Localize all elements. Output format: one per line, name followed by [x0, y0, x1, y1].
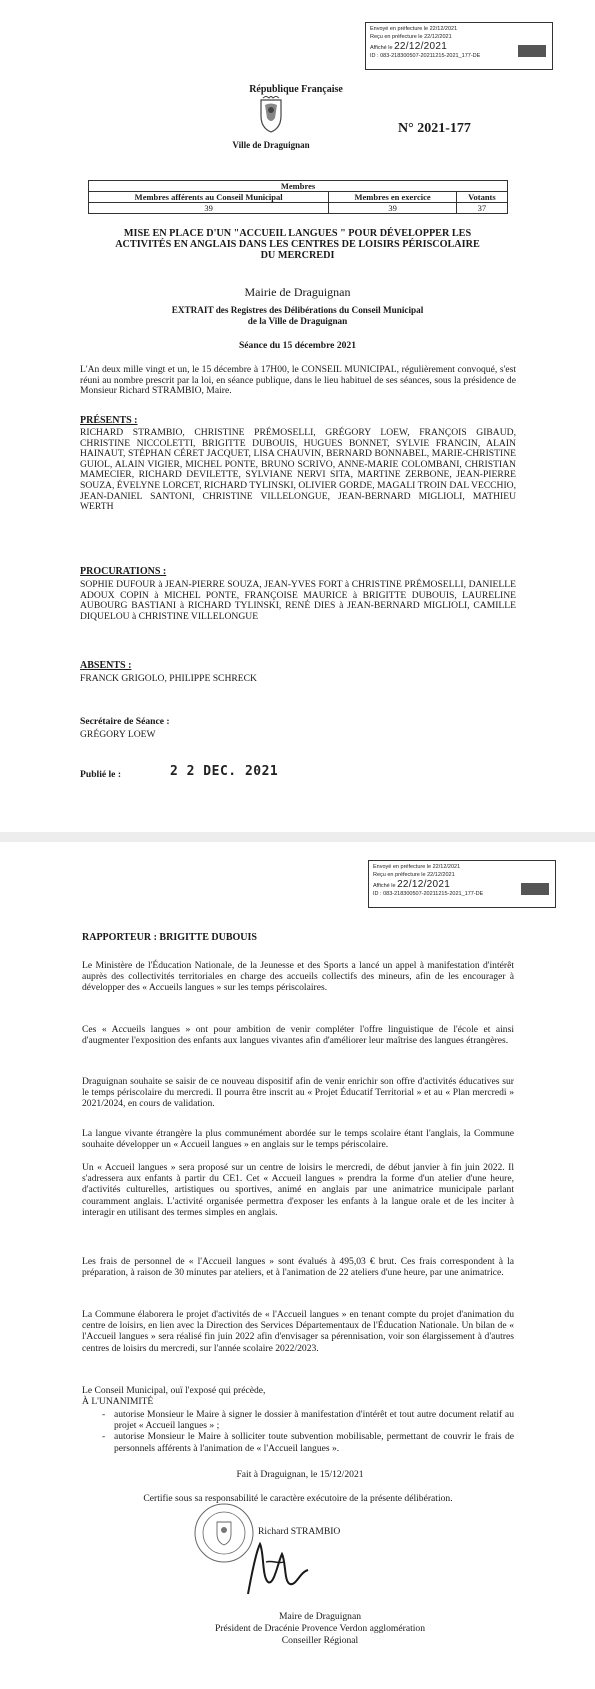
members-title: Membres: [89, 181, 508, 192]
title-line: MISE EN PLACE D'UN "ACCUEIL LANGUES " POUR DÉVELOPPER LES: [123, 228, 472, 239]
ville-de-draguignan: Ville de Draguignan: [232, 140, 310, 150]
presents-title: PRÉSENTS :: [80, 415, 138, 426]
stamp-received: Reçu en préfecture le 22/12/2021: [373, 872, 455, 878]
absents-list: FRANCK GRIGOLO, PHILIPPE SCHRECK: [80, 673, 257, 684]
members-values-row: [89, 203, 508, 214]
stamp-id: ID : 083-218300507-20211215-2021_177-DE: [373, 891, 484, 897]
procurations-title: PROCURATIONS :: [80, 566, 167, 577]
deliberation-number: N° 2021-177: [398, 121, 471, 136]
page-1: [0, 0, 595, 832]
paragraph-2: Ces « Accueils langues » ont pour ambition de venir compléter l'offre linguistique de l'école et ainsi d'augmenter l'exposition des enfants aux langues vivantes afin d'améliorer leur maîtrise des langues étrangères.: [82, 1024, 514, 1047]
page-2: [0, 842, 595, 1689]
signatory-role-1: Maire de Draguignan: [278, 1611, 362, 1622]
stamp-sent: Envoyé en préfecture le 22/12/2021: [370, 26, 458, 32]
secretaire-name: GRÉGORY LOEW: [80, 729, 156, 740]
mairie-heading: Mairie de Draguignan: [244, 285, 351, 299]
unanimite: À L'UNANIMITÉ: [82, 1396, 154, 1407]
members-header-row: [89, 192, 508, 203]
prefecture-stamp: [365, 22, 553, 70]
paragraph-4b: Un « Accueil langues » sera proposé sur un centre de loisirs le mercredi, de début janvier à fin juin 2022. Il s'adressera aux enfants à partir du CE1. Cet « Accueil langues » prendra la forme d'un atelier d'une heure, d'activités culturelles, artistiques ou sportives, animé en anglais par une animatrice municipale parlant couramment anglais. L'activité organisée permettra d'exposer les enfants à la langue orale et de les inciter à interagir en utilisant des termes simples en anglais.: [82, 1162, 514, 1218]
members-table: [88, 180, 508, 214]
members-value: 39: [329, 203, 457, 214]
stamp-posted: Affiché le 22/12/2021: [370, 41, 448, 52]
handwritten-signature-icon: [238, 1532, 318, 1602]
title-line: ACTIVITÉS EN ANGLAIS DANS LES CENTRES DE LOISIRS PÉRISCOLAIRE: [115, 239, 480, 250]
intro-paragraph: L'An deux mille vingt et un, le 15 décembre à 17H00, le CONSEIL MUNICIPAL, régulièrement convoqué, s'est réuni au nombre prescrit par la loi, en séance publique, dans le lieu habituel de ses séances, sous la présidence de Monsieur Richard STRAMBIO, Maire.: [80, 364, 516, 397]
prefecture-stamp: [368, 860, 556, 908]
procurations-list: SOPHIE DUFOUR à JEAN-PIERRE SOUZA, JEAN-YVES FORT à CHRISTINE PRÉMOSELLI, DANIELLE ADOUX COPIN à MICHEL PONTE, FRANÇOISE MAURICE à BRIGITTE DUBOUIS, LAURELINE AUBOURG BASTIANI à RICHARD TYLINSKI, RENÉ DIES à JEAN-BERNARD MIGLIOLI, CAMILLE DIQUELOU à CHRISTINE VILLELONGUE: [80, 579, 516, 622]
stamp-badge: [518, 45, 546, 57]
signatory-role-3: Conseiller Régional: [281, 1635, 359, 1646]
paragraph-4a: La langue vivante étrangère la plus communément abordée sur le temps scolaire étant l'anglais, la Commune souhaite développer un « Accueil langues » en anglais sur le temps périscolaire.: [82, 1128, 514, 1151]
absents-title: ABSENTS :: [80, 660, 132, 671]
seance-date: Séance du 15 décembre 2021: [238, 340, 357, 351]
secretaire-title: Secrétaire de Séance :: [80, 716, 170, 727]
stamp-posted: Affiché le 22/12/2021: [373, 879, 451, 890]
decision-item: - autorise Monsieur le Maire à signer le dossier à manifestation d'intérêt et tout autre document relatif au projet « Accueil langues » ;: [114, 1409, 514, 1431]
certifie: Certifie sous sa responsabilité le caractère exécutoire de la présente délibération.: [143, 1493, 453, 1504]
conseil-municipal: Le Conseil Municipal, ouï l'exposé qui précède,: [82, 1385, 266, 1396]
deliberation-title: [70, 228, 525, 261]
title-line: DU MERCREDI: [260, 250, 335, 261]
stamp-badge: [521, 883, 549, 895]
city-crest-icon: [258, 96, 284, 134]
stamp-sent: Envoyé en préfecture le 22/12/2021: [373, 864, 461, 870]
members-header: Votants: [456, 192, 507, 203]
members-title-row: [89, 181, 508, 192]
stamp-received: Reçu en préfecture le 22/12/2021: [370, 34, 452, 40]
paragraph-3: Draguignan souhaite se saisir de ce nouveau dispositif afin de venir enrichir son offre d'activités éducatives sur le temps périscolaire du mercredi. Il pourra être inscrit au « Projet Éducatif Territorial » et au « Plan mercredi » 2021/2024, en cours de validation.: [82, 1076, 514, 1110]
extrait-heading: EXTRAIT des Registres des Délibérations du Conseil Municipal de la Ville de Draguignan: [171, 305, 424, 326]
decision-item: - autorise Monsieur le Maire à solliciter toute subvention mobilisable, permettant de couvrir le frais de personnels afférents à l'animation de « l'Accueil langues ».: [114, 1431, 514, 1453]
rapporteur: RAPPORTEUR : BRIGITTE DUBOUIS: [82, 932, 257, 943]
publie-date-stamp: 2 2 DEC. 2021: [170, 764, 279, 779]
members-value: 39: [89, 203, 329, 214]
signatory-name: Richard STRAMBIO: [258, 1526, 341, 1537]
paragraph-5: Les frais de personnel de « l'Accueil langues » sont évalués à 495,03 € brut. Ces frais correspondent à la préparation, à raison de 30 minutes par ateliers, et à l'animation de 22 ateliers d'une heure, par une animatrice.: [82, 1256, 514, 1279]
republique-francaise: République Française: [249, 84, 343, 95]
signatory-role-2: Président de Dracénie Provence Verdon agglomération: [214, 1623, 425, 1634]
paragraph-6: La Commune élaborera le projet d'activités de « l'Accueil langues » en tenant compte du projet d'animation du centre de loisirs, en lien avec la Direction des Services Départementaux de l'Éducation Nationale. Un bilan de « l'Accueil langues » sera réalisé fin juin 2022 afin d'envisager sa pérennisation, voir son élargissement à d'autres centres de loisirs du mercredi, sur l'année scolaire 2022/2023.: [82, 1309, 514, 1354]
members-header: Membres en exercice: [329, 192, 457, 203]
members-value: 37: [456, 203, 507, 214]
decisions-list: [100, 1409, 514, 1454]
publie-label: Publié le :: [80, 769, 122, 780]
paragraph-1: Le Ministère de l'Éducation Nationale, de la Jeunesse et des Sports a lancé un appel à manifestation d'intérêt auprès des collectivités territoriales en charge des accueils collectifs des mineurs, afin de les encourager à développer des « Accueils langues » sur les temps périscolaires.: [82, 960, 514, 994]
presents-list: RICHARD STRAMBIO, CHRISTINE PRÉMOSELLI, GRÉGORY LOEW, FRANÇOIS GIBAUD, CHRISTINE NICCOLETTI, BRIGITTE DUBOUIS, HUGUES BONNET, SYLVIE FRANCIN, ALAIN HAINAUT, STÉPHAN CÉRET JACQUET, LISA CHAUVIN, BERNARD BONNABEL, MARIE-CHRISTINE GUIOL, ALAIN VIGIER, MICHEL PONTE, BRUNO SCRIVO, ANNE-MARIE COLOMBANI, CHRISTIAN MAMECIER, RICHARD DEVILETTE, SYLVIANE NERVI SITA, MARTINE ZERBONE, JEAN-PIERRE SOUZA, ÉVELYNE LORCET, RICHARD TYLINSKI, OLIVIER GORDE, MAGALI TROIN DAL VECCHIO, JEAN-DANIEL SANTONI, CHRISTINE VILLELONGUE, JEAN-BERNARD MIGLIOLI, MATHIEU WERTH: [80, 427, 516, 513]
members-header: Membres afférents au Conseil Municipal: [89, 192, 329, 203]
fait-a: Fait à Draguignan, le 15/12/2021: [236, 1469, 364, 1480]
stamp-id: ID : 083-218300507-20211215-2021_177-DE: [370, 53, 481, 59]
